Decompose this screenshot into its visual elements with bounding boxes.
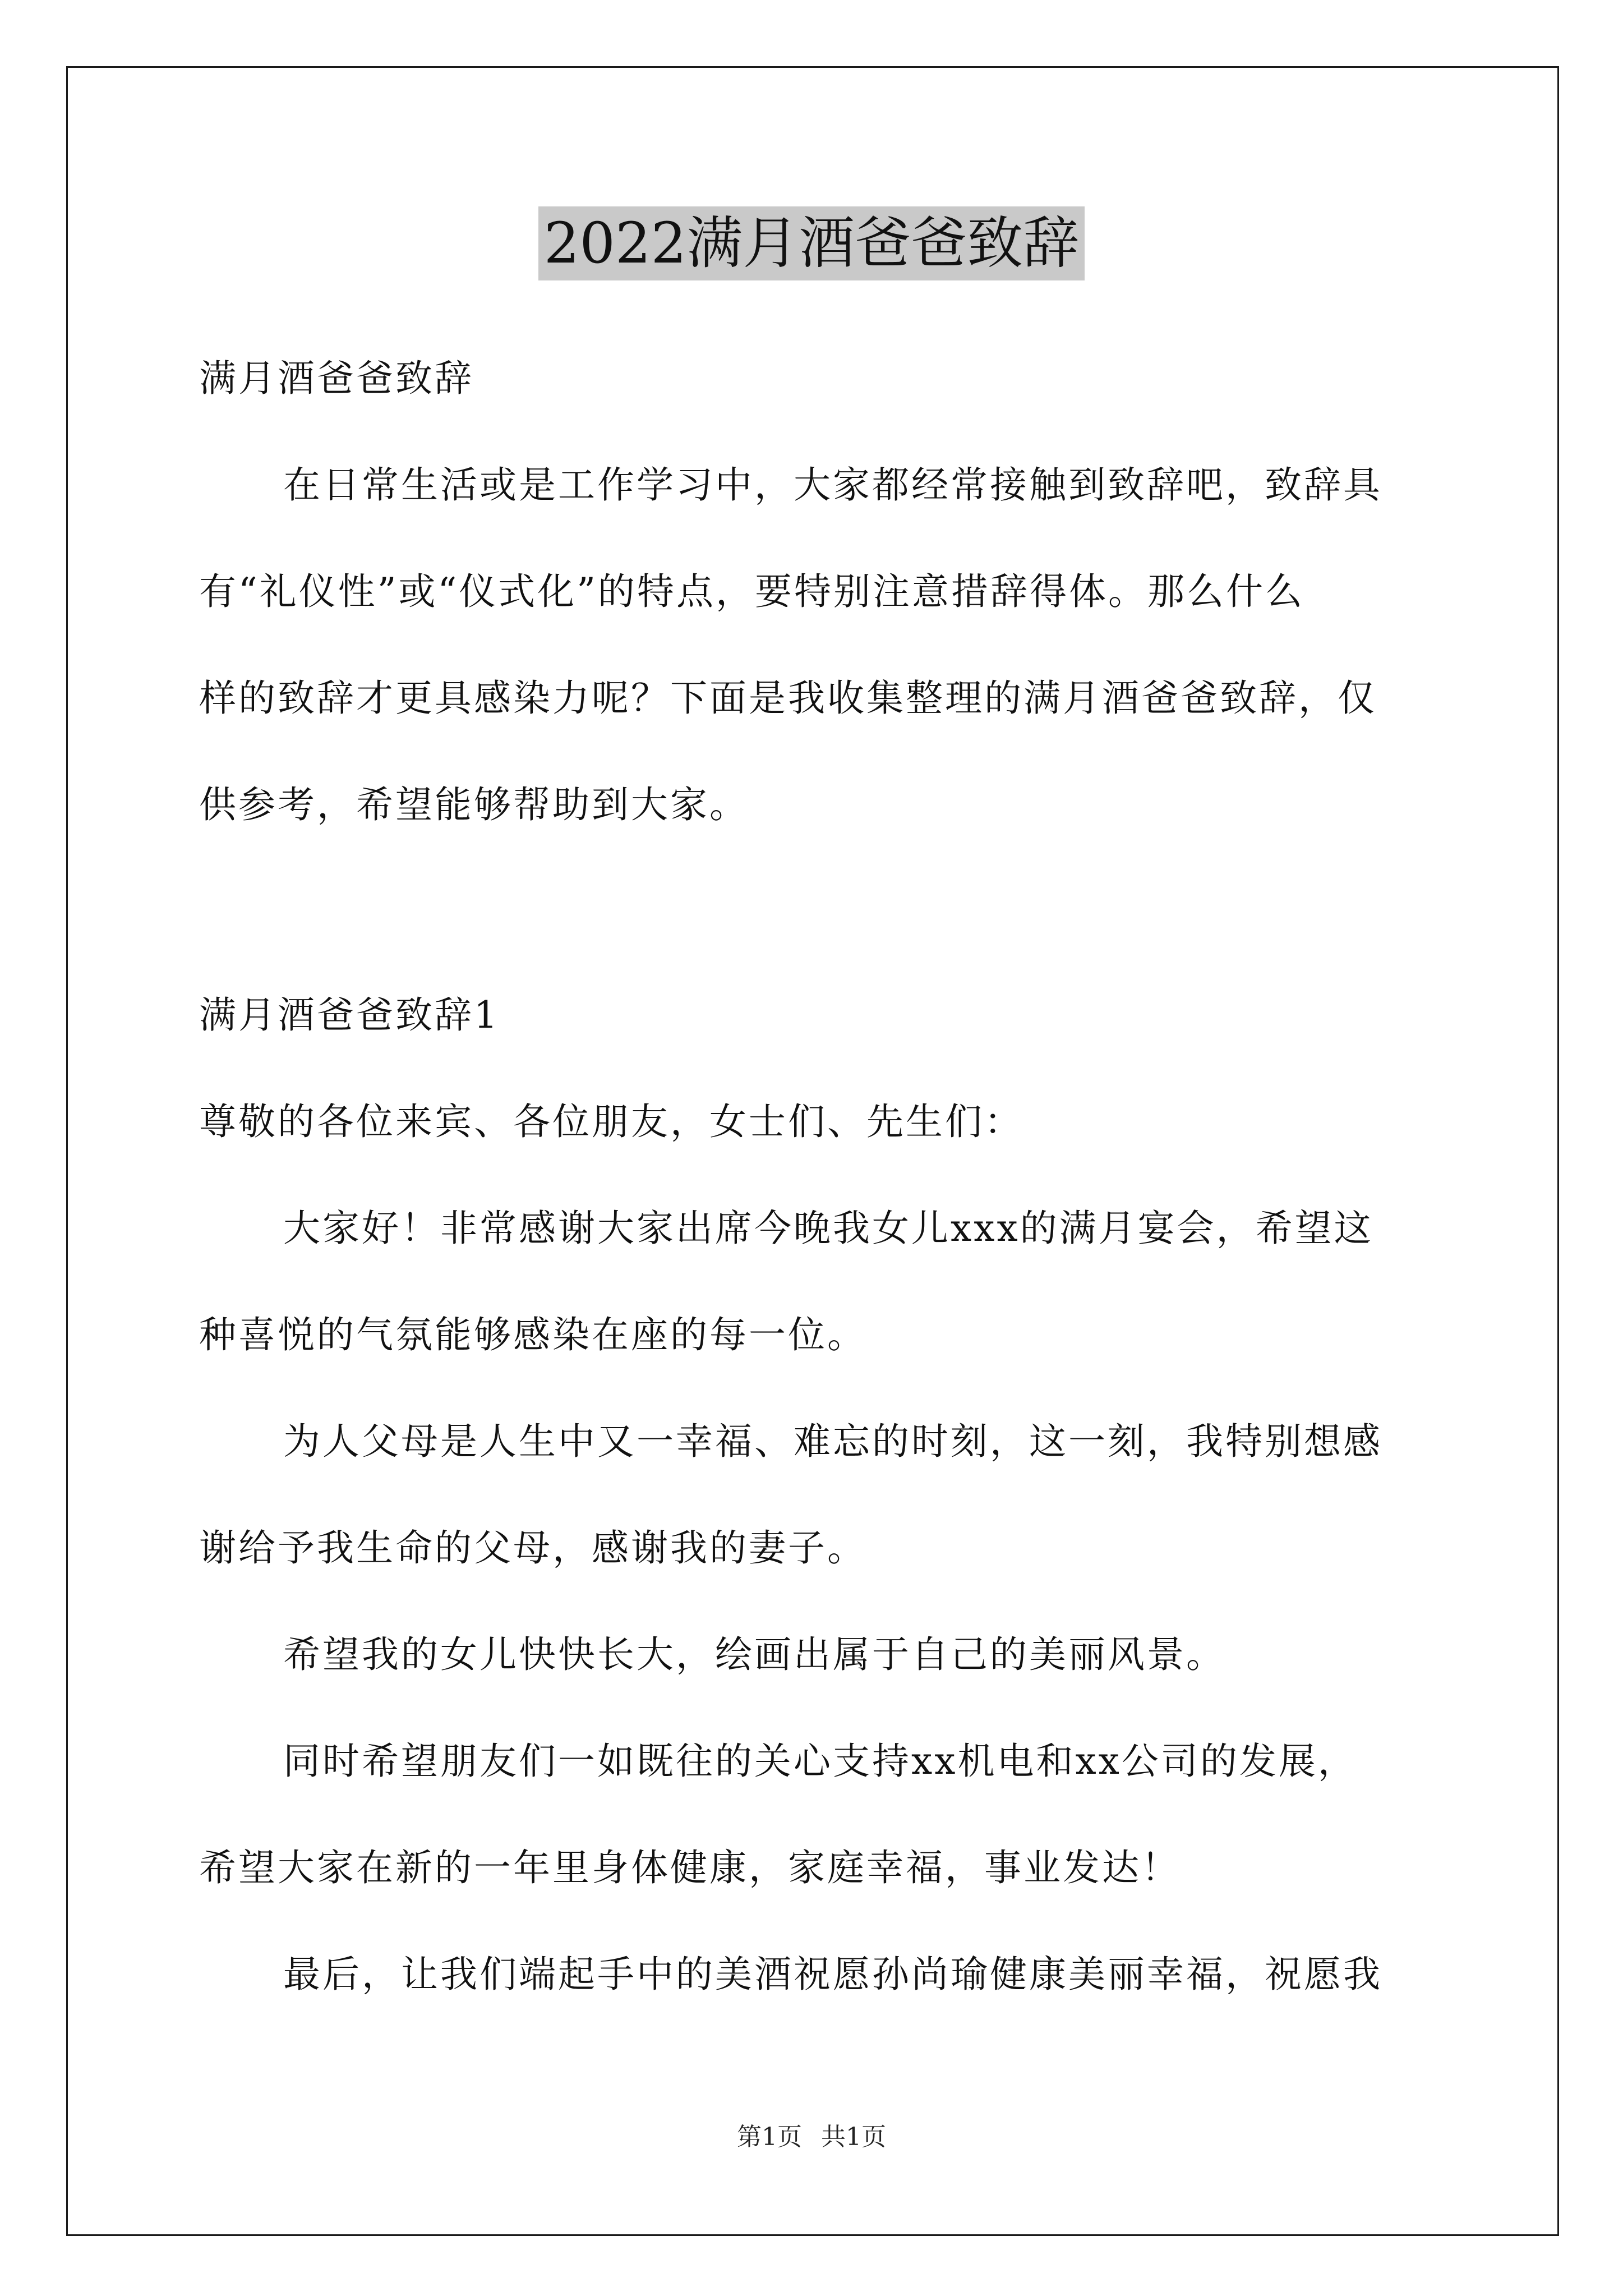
page-total: 共1页	[821, 2123, 886, 2151]
paragraph-line: 谢给予我生命的父母，感谢我的妻子。	[199, 1526, 866, 1570]
paragraph-line: 有“礼仪性”或“仪式化”的特点，要特别注意措辞得体。那么什么	[199, 570, 1304, 613]
document-title: 2022满月酒爸爸致辞	[538, 206, 1085, 280]
paragraph-line: 供参考，希望能够帮助到大家。	[199, 783, 749, 826]
paragraph-line: 最后，让我们端起手中的美酒祝愿孙尚瑜健康美丽幸福，祝愿我	[283, 1953, 1382, 1996]
paragraph-line: 在日常生活或是工作学习中，大家都经常接触到致辞吧，致辞具	[283, 463, 1382, 507]
page-footer	[0, 2120, 1623, 2154]
page-number: 第1页	[737, 2123, 802, 2151]
paragraph-line: 希望我的女儿快快长大，绘画出属于自己的美丽风景。	[283, 1633, 1225, 1676]
paragraph-line: 种喜悦的气氛能够感染在座的每一位。	[199, 1313, 866, 1356]
paragraph-line: 希望大家在新的一年里身体健康，家庭幸福，事业发达！	[199, 1846, 1181, 1889]
paragraph-line: 为人父母是人生中又一幸福、难忘的时刻，这一刻，我特别想感	[283, 1420, 1382, 1463]
paragraph-line: 样的致辞才更具感染力呢？下面是我收集整理的满月酒爸爸致辞，仅	[199, 677, 1377, 720]
title-container	[0, 206, 1623, 280]
section-heading: 满月酒爸爸致辞	[199, 357, 474, 400]
salutation-line: 尊敬的各位来宾、各位朋友，女士们、先生们：	[199, 1100, 1023, 1143]
paragraph-line: 大家好！非常感谢大家出席今晚我女儿xxx的满月宴会，希望这	[283, 1207, 1373, 1250]
section-heading: 满月酒爸爸致辞1	[199, 993, 500, 1037]
paragraph-line: 同时希望朋友们一如既往的关心支持xx机电和xx公司的发展，	[283, 1740, 1357, 1783]
